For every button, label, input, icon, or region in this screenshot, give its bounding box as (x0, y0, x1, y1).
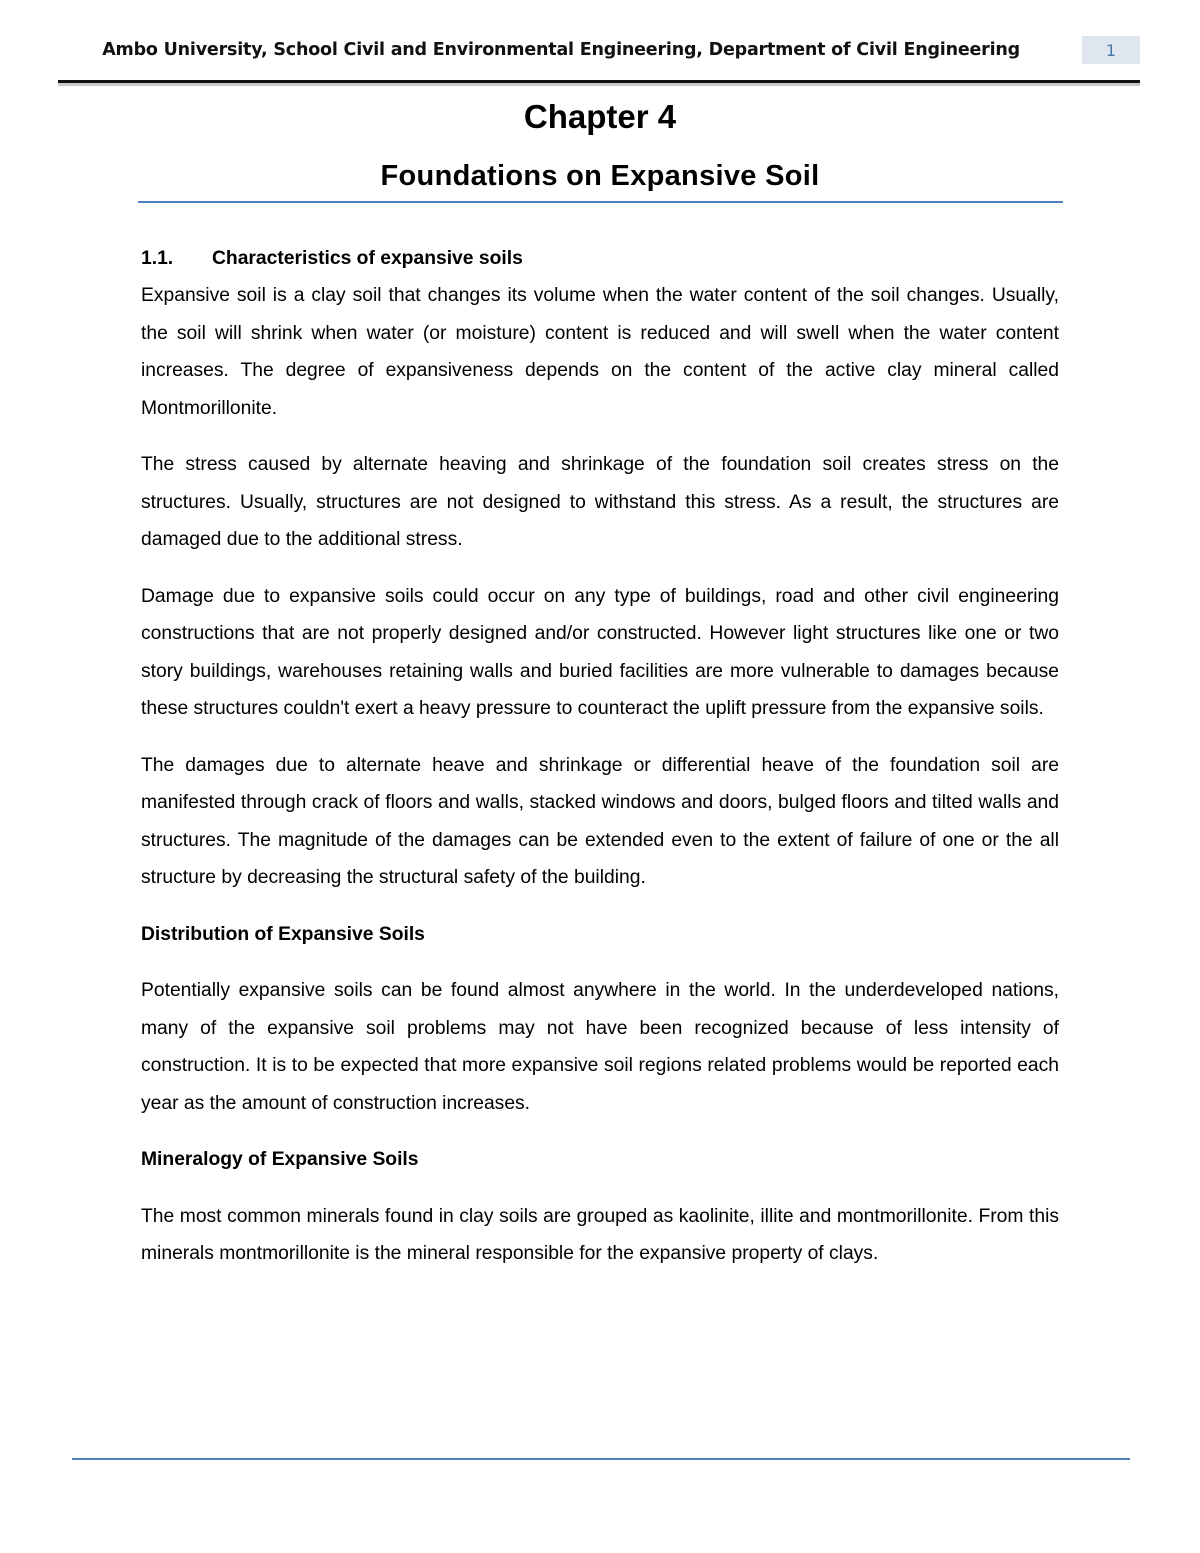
chapter-title: Chapter 4 (523, 98, 677, 135)
paragraph-stress: The stress caused by alternate heaving and shrinkage of the foundation soil creates stress on the structures. Usually, structures are not designed to withstand this stress. As a result, the structures are damaged due to the additional stress. (141, 454, 1059, 550)
paragraph-damage: Damage due to expansive soils could occur on any type of buildings, road and other civil engineering constructions that are not properly designed and/or constructed. However light structures like one or two story buildings, warehouses retaining walls and buried facilities are more vulnerable to damages because these structures couldn't exert a heavy pressure to counteract the uplift pressure from the expansive soils. (141, 585, 1059, 719)
paragraph-damage-manifestation: The damages due to alternate heave and shrinkage or differential heave of the foundation soil are manifested through crack of floors and walls, stacked windows and doors, bulged floors and tilted walls and structures. The magnitude of the damages can be extended even to the extent of failure of one or the all structure by decreasing the structural safety of the building. (141, 754, 1059, 888)
chapter-subtitle: Foundations on Expansive Soil (380, 160, 820, 192)
footer-rule (72, 1458, 1130, 1460)
page-number: 1 (1079, 36, 1140, 64)
section-number: 1.1. (141, 248, 174, 269)
mineralogy-paragraph: The most common minerals found in clay soils are grouped as kaolinite, illite and montmorillonite. From this minerals montmorillonite is the mineral responsible for the expansive property of clays. (141, 1205, 1059, 1264)
header-institution: Ambo University, School Civil and Environmental Engineering, Department of Civil Engineering (102, 40, 1020, 60)
distribution-heading: Distribution of Expansive Soils (141, 923, 425, 945)
section-title: Characteristics of expansive soils (212, 248, 523, 269)
title-rule (138, 201, 1063, 203)
section-heading (141, 240, 1059, 277)
document-body (141, 240, 1059, 1292)
header-rule (58, 80, 1140, 83)
paragraph-expansive-soil-definition: Expansive soil is a clay soil that changes its volume when the water content of the soil changes. Usually, the soil will shrink when water (or moisture) content is reduced and will swell when the water content increases. The degree of expansiveness depends on the content of the active clay mineral called Montmorillonite. (141, 285, 1059, 419)
page-header (58, 32, 1140, 82)
distribution-paragraph: Potentially expansive soils can be found almost anywhere in the world. In the underdeveloped nations, many of the expansive soil problems may not have been recognized because of less intensity of construction. It is to be expected that more expansive soil regions related problems would be reported each year as the amount of construction increases. (141, 980, 1059, 1114)
mineralogy-heading: Mineralogy of Expansive Soils (141, 1149, 419, 1170)
